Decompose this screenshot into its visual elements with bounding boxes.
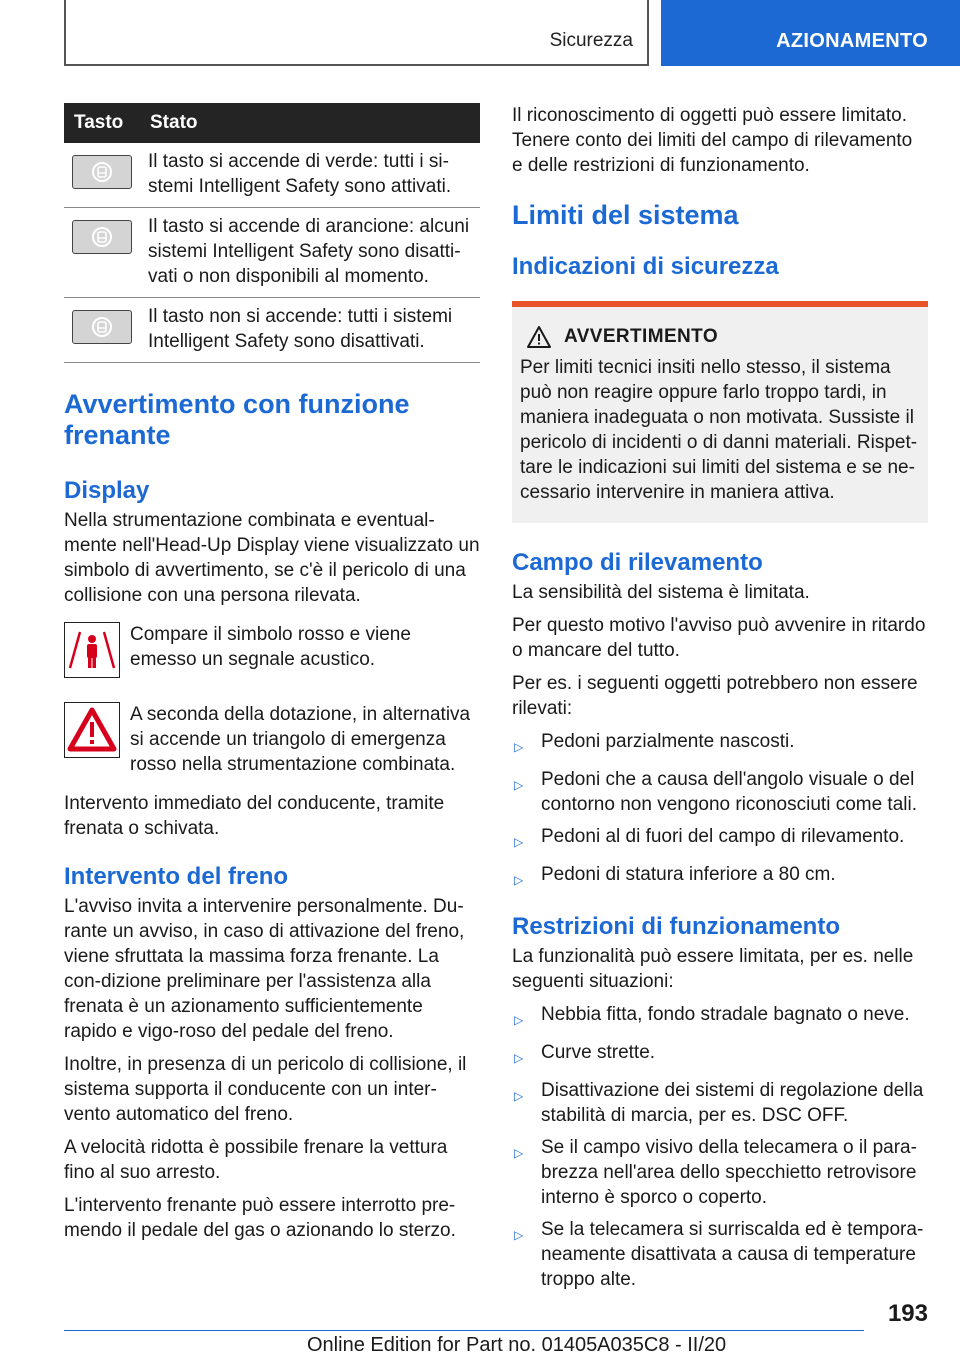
button-state-table: [64, 103, 480, 363]
triangle-bullet-icon: ▷: [514, 1051, 524, 1065]
table-row: [64, 143, 480, 208]
table-header-row: [64, 103, 480, 143]
header-section-title: Sicurezza: [549, 30, 633, 51]
heading-restrizioni: Restrizioni di funzionamento: [512, 913, 840, 940]
paragraph-restrizioni: La funzionalità può essere limitata, per es. nelle seguenti situazioni:: [512, 946, 914, 992]
triangle-bullet-icon: ▷: [514, 835, 524, 849]
triangle-bullet-icon: ▷: [514, 1228, 524, 1242]
symbol-block-person: [64, 622, 480, 678]
paragraph-campo-2: Per questo motivo l'avviso può avvenire in ritardo o mancare del tutto.: [512, 615, 926, 661]
footer-divider: [64, 1330, 864, 1331]
table-row: [64, 298, 480, 363]
list-item: ▷ Se la telecamera si surriscalda ed è tempora-neamente disattivata a causa di temperature troppo alte.: [514, 1219, 924, 1290]
header-chapter-title: AZIONAMENTO: [776, 30, 928, 52]
heading-limiti: Limiti del sistema: [512, 200, 739, 230]
warning-triangle-icon: [526, 325, 552, 349]
list-item: ▷ Pedoni al di fuori del campo di rilevamento.: [512, 824, 928, 855]
table-row: [64, 208, 480, 298]
footer-edition: Online Edition for Part no. 01405A035C8 - II/20: [307, 1334, 727, 1356]
page-number: 193: [887, 1300, 928, 1327]
header-section-box: [64, 0, 649, 66]
paragraph-campo-3: Per es. i seguenti oggetti potrebbero non essere rilevati:: [512, 673, 918, 719]
symbol-text-triangle: A seconda della dotazione, in alternativa si accende un triangolo di emergenza rosso nella strumentazione combinata.: [130, 704, 471, 775]
warning-title: AVVERTIMENTO: [564, 326, 718, 347]
intelligent-safety-button-icon: [72, 155, 132, 189]
list-item: ▷ Pedoni che a causa dell'angolo visuale o del contorno non vengono riconosciuti come tali.: [514, 769, 918, 815]
heading-avvertimento: Avvertimento con funzione frenante: [64, 389, 410, 450]
table-header-key: Tasto: [64, 103, 138, 143]
paragraph-freno-3: A velocità ridotta è possibile frenare la vettura fino al suo arresto.: [64, 1137, 448, 1183]
list-item: ▷ Pedoni di statura inferiore a 80 cm.: [512, 862, 928, 893]
heading-freno: Intervento del freno: [64, 863, 289, 890]
list-item: ▷ Se il campo visivo della telecamera o il para-brezza nell'area dello specchietto retrovisore interno è sporco o coperto.: [514, 1137, 917, 1208]
paragraph-intro: Il riconoscimento di oggetti può essere limitato. Tenere conto dei limiti del campo di rilevamento e delle restrizioni di funzionamento.: [512, 105, 913, 176]
warning-text: Per limiti tecnici insiti nello stesso, il sistema può non reagire oppure farlo troppo tardi, in maniera inadeguata o non motivata. Sussiste il pericolo di incidenti o di danni materiali. Rispet-tare le indicazioni sui limiti del sistema e se ne-cessario intervenire in maniera attiva.: [520, 357, 918, 503]
left-column: [64, 103, 480, 1243]
intelligent-safety-button-icon: [72, 220, 132, 254]
list-item: ▷ Curve strette.: [512, 1040, 928, 1071]
triangle-bullet-icon: ▷: [514, 778, 524, 792]
triangle-bullet-icon: ▷: [514, 1146, 524, 1160]
symbol-block-triangle: [64, 702, 480, 777]
table-cell-state: Il tasto si accende di verde: tutti i si-stemi Intelligent Safety sono attivati.: [138, 143, 480, 208]
symbol-text-person: Compare il simbolo rosso e viene emesso un segnale acustico.: [130, 624, 411, 670]
triangle-bullet-icon: ▷: [514, 1013, 524, 1027]
paragraph-campo-1: La sensibilità del sistema è limitata.: [512, 582, 810, 603]
paragraph-freno-1: L'avviso invita a intervenire personalmente. Du-rante un avviso, in caso di attivazione del freno, viene sfruttata la massima forza frenante. La con-dizione preliminare per l'assistenza alla frenata è un azionamento sufficientemente rapido e vigo-roso del pedale del freno.: [64, 896, 465, 1042]
list-item: ▷ Nebbia fitta, fondo stradale bagnato o neve.: [512, 1002, 928, 1033]
triangle-bullet-icon: ▷: [514, 873, 524, 887]
paragraph-freno-2: Inoltre, in presenza di un pericolo di collisione, il sistema supporta il conducente con un inter-vento automatico del freno.: [64, 1054, 467, 1125]
heading-campo: Campo di rilevamento: [512, 549, 763, 576]
table-cell-state: Il tasto si accende di arancione: alcuni sistemi Intelligent Safety sono disatti-vati o non disponibili al momento.: [138, 208, 480, 298]
paragraph-intervento: Intervento immediato del conducente, tramite frenata o schivata.: [64, 793, 445, 839]
triangle-bullet-icon: ▷: [514, 740, 524, 754]
table-header-state: Stato: [138, 103, 480, 143]
paragraph-freno-4: L'intervento frenante può essere interrotto pre-mendo il pedale del gas o azionando lo sterzo.: [64, 1195, 456, 1241]
intelligent-safety-button-icon: [72, 310, 132, 344]
list-restrizioni: [512, 1002, 928, 1292]
table-cell-state: Il tasto non si accende: tutti i sistemi Intelligent Safety sono disattivati.: [138, 298, 480, 363]
paragraph-display: Nella strumentazione combinata e eventual-mente nell'Head-Up Display viene visualizzato un simbolo di avvertimento, se c'è il pericolo di una collisione con una persona rilevata.: [64, 510, 480, 606]
triangle-bullet-icon: ▷: [514, 1089, 524, 1103]
list-item: ▷ Disattivazione dei sistemi di regolazione della stabilità di marcia, per es. DSC OFF.: [514, 1080, 924, 1126]
header-chapter-tab: [661, 0, 960, 66]
warning-triangle-icon: [64, 702, 120, 758]
right-column: [512, 103, 928, 1299]
pedestrian-warning-icon: [64, 622, 120, 678]
heading-indicazioni: Indicazioni di sicurezza: [512, 253, 779, 280]
heading-display: Display: [64, 477, 150, 504]
list-item: ▷ Pedoni parzialmente nascosti.: [512, 729, 928, 760]
warning-box: [512, 301, 928, 523]
list-campo: [512, 729, 928, 893]
